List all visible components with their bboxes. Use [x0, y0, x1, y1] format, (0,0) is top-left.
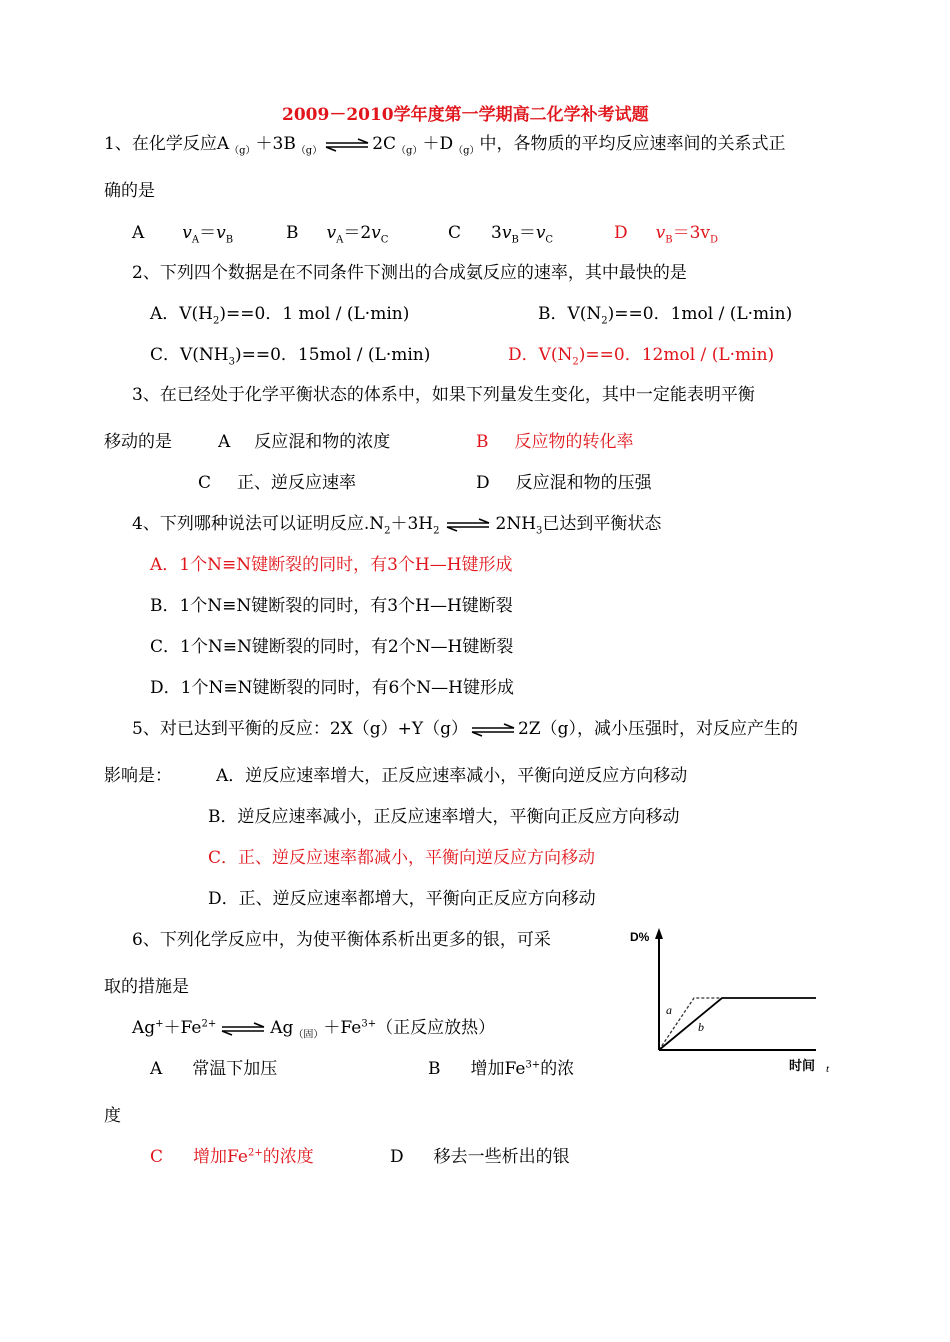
q3-option-a: A 反应混和物的浓度: [218, 432, 391, 452]
q1-option-c: C $3v_B=v_C$: [448, 223, 554, 246]
q6-option-a: A 常温下加压: [150, 1059, 278, 1079]
q2-option-d-answer: D．$V(N_2)==0$．12mol / (L·min): [508, 345, 775, 368]
q3-option-d: D 反应混和物的压强: [476, 473, 652, 493]
q4-stem: 4、下列哪种说法可以证明反应$.N_2+3H_2$ $2NH_3$已达到平衡状态: [132, 514, 662, 537]
q4-option-b: B．1个N≡N键断裂的同时，有3个H—H键断裂: [150, 596, 513, 616]
q1-option-b: B $v_A=2v_C$: [286, 223, 389, 246]
curve-b: [659, 998, 816, 1050]
y-axis-label: D%: [630, 930, 650, 944]
q2-option-a: A．$V(H_2)==0$．1 mol / (L·min): [150, 304, 410, 327]
q1-option-d-answer: D $v_B=3v_D$: [614, 223, 719, 246]
q6-option-b: B 增加$Fe^{3+}$的浓: [428, 1059, 575, 1079]
q5-option-c-answer: C．正、逆反应速率都减小，平衡向逆反应方向移动: [208, 848, 596, 868]
q2-option-b: B．$V(N_2)==0$．1mol / (L·min): [538, 304, 793, 327]
page-title: 2009－2010学年度第一学期高二化学补考试题: [282, 105, 649, 125]
q1-stem-line1: 1、在化学反应$A_{(g)}+3B_{(g)}$ $2C_{(g)}+D_{(g)}$中，各物质的平均反应速率间的关系式正: [104, 134, 786, 157]
q6-option-c-answer: C 增加$Fe^{2+}$的浓度: [150, 1147, 314, 1167]
q3-option-b-answer: B 反应物的转化率: [476, 432, 634, 452]
q1-stem-line2: 确的是: [104, 181, 155, 201]
q3-stem-line2: 移动的是: [104, 432, 172, 452]
q6-option-d: D 移去一些析出的银: [390, 1147, 570, 1167]
q2-option-c: C．$V(NH_3)==0$．15mol / (L·min): [150, 345, 431, 368]
x-axis-label: 时间: [789, 1059, 816, 1074]
q4-option-c: C．1个N≡N键断裂的同时，有2个N—H键断裂: [150, 637, 514, 657]
q2-stem: 2、下列四个数据是在不同条件下测出的合成氨反应的速率，其中最快的是: [132, 263, 687, 283]
q3-option-c: C 正、逆反应速率: [198, 473, 357, 493]
q1-option-a: A $v_A=v_B$: [132, 223, 234, 246]
q6-stem-line2: 取的措施是: [104, 977, 189, 997]
q5-option-a: A．逆反应速率增大，正反应速率减小，平衡向逆反应方向移动: [216, 766, 688, 786]
q4-option-a-answer: A．1个N≡N键断裂的同时，有3个H—H键形成: [150, 555, 513, 575]
q3-stem-line1: 3、在已经处于化学平衡状态的体系中，如果下列量发生变化，其中一定能表明平衡: [132, 385, 755, 405]
q5-stem-line1: 5、对已达到平衡的反应：2X（g）+Y（g） 2Z（g），减小压强时，对反应产生的: [132, 719, 798, 739]
curve-b-label: b: [698, 1020, 704, 1034]
q6-equation: $Ag^++Fe^{2+}$ $Ag_{(固)}+Fe^{3+}$（正反应放热）: [132, 1018, 496, 1041]
q4-option-d: D．1个N≡N键断裂的同时，有6个N—H键形成: [150, 678, 514, 698]
equilibrium-arrow-icon: [442, 518, 494, 532]
x-axis-unit: t: [826, 1063, 830, 1075]
q5-option-d: D．正、逆反应速率都增大，平衡向正反应方向移动: [208, 889, 596, 909]
q5-stem-line2: 影响是：: [104, 766, 172, 786]
equilibrium-arrow-icon: [218, 1022, 268, 1036]
equilibrium-arrow-icon: [470, 723, 516, 737]
curve-a-label: a: [666, 1003, 672, 1017]
q5-option-b: B．逆反应速率减小，正反应速率增大，平衡向正反应方向移动: [208, 807, 680, 827]
concentration-time-graph: [626, 922, 846, 1082]
q6-stem-line1: 6、下列化学反应中，为使平衡体系析出更多的银，可采: [132, 930, 551, 950]
q6-option-b-continued: 度: [104, 1106, 121, 1126]
equilibrium-arrow-icon: [324, 138, 370, 152]
y-axis-arrow-icon: [655, 928, 663, 939]
